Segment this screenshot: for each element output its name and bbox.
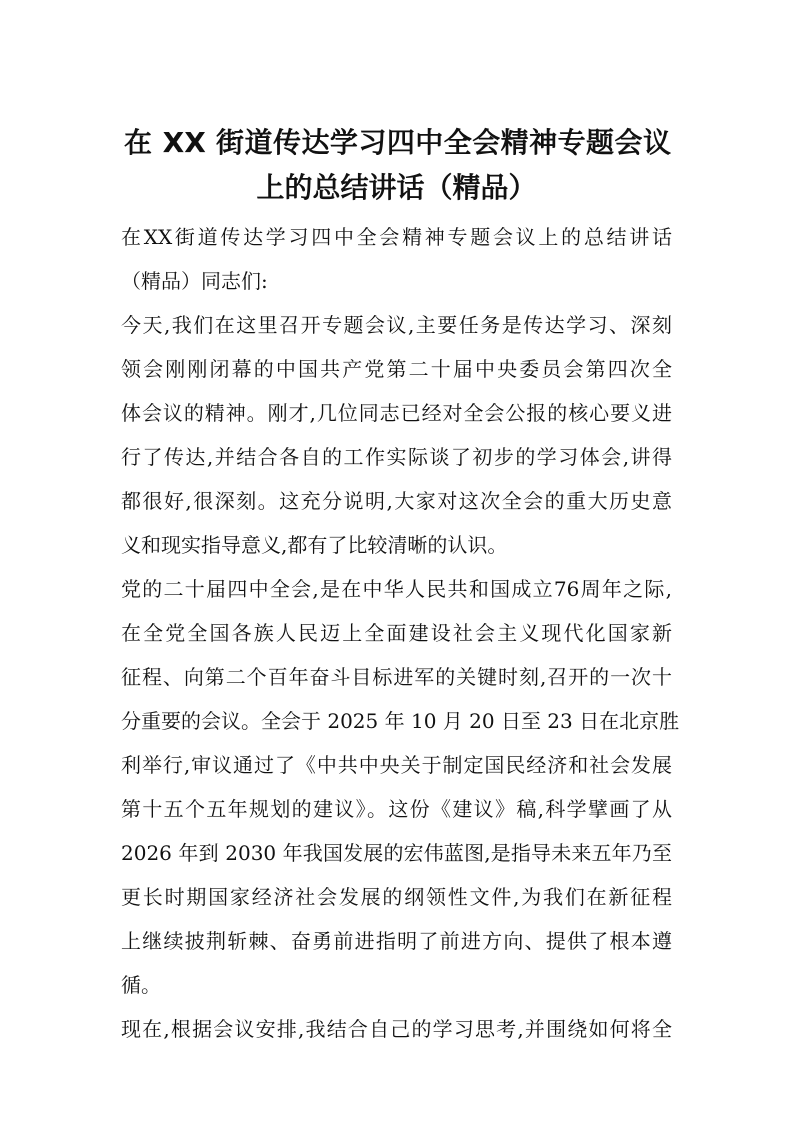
text-line: 今天,我们在这里召开专题会议,主要任务是传达学习、深刻 <box>121 313 672 337</box>
text-line: （精品）同志们: <box>121 269 268 293</box>
text-line: 都很好,很深刻。这充分说明,大家对这次全会的重大历史意 <box>121 489 672 513</box>
document-title-line-2: 上的总结讲话（精品） <box>256 171 537 204</box>
text-line: 更长时期国家经济社会发展的纲领性文件,为我们在新征程 <box>121 885 672 909</box>
text-line: 征程、向第二个百年奋斗目标进军的关键时刻,召开的一次十 <box>121 665 672 689</box>
text-line: 2026 年到 2030 年我国发展的宏伟蓝图,是指导未来五年乃至 <box>121 841 672 865</box>
text-line: 在XX街道传达学习四中全会精神专题会议上的总结讲话 <box>121 225 672 249</box>
text-line: 上继续披荆斩棘、奋勇前进指明了前进方向、提供了根本遵 <box>121 929 672 953</box>
text-line: 领会刚刚闭幕的中国共产党第二十届中央委员会第四次全 <box>121 357 672 381</box>
document-title-line-1: 在 XX 街道传达学习四中全会精神专题会议 <box>124 126 671 159</box>
text-line: 第十五个五年规划的建议》。这份《建议》稿,科学擘画了从 <box>121 797 672 821</box>
text-line: 体会议的精神。刚才,几位同志已经对全会公报的核心要义进 <box>121 401 672 425</box>
text-line: 党的二十届四中全会,是在中华人民共和国成立76周年之际, <box>121 577 672 601</box>
text-line: 现在,根据会议安排,我结合自己的学习思考,并围绕如何将全 <box>121 1017 672 1041</box>
text-line: 义和现实指导意义,都有了比较清晰的认识。 <box>121 533 508 557</box>
text-line: 利举行,审议通过了《中共中央关于制定国民经济和社会发展 <box>121 753 672 777</box>
text-line: 在全党全国各族人民迈上全面建设社会主义现代化国家新 <box>121 621 672 645</box>
text-line: 分重要的会议。全会于 2025 年 10 月 20 日至 23 日在北京胜 <box>121 709 680 733</box>
text-line: 行了传达,并结合各自的工作实际谈了初步的学习体会,讲得 <box>121 445 672 469</box>
text-line: 循。 <box>121 973 161 997</box>
